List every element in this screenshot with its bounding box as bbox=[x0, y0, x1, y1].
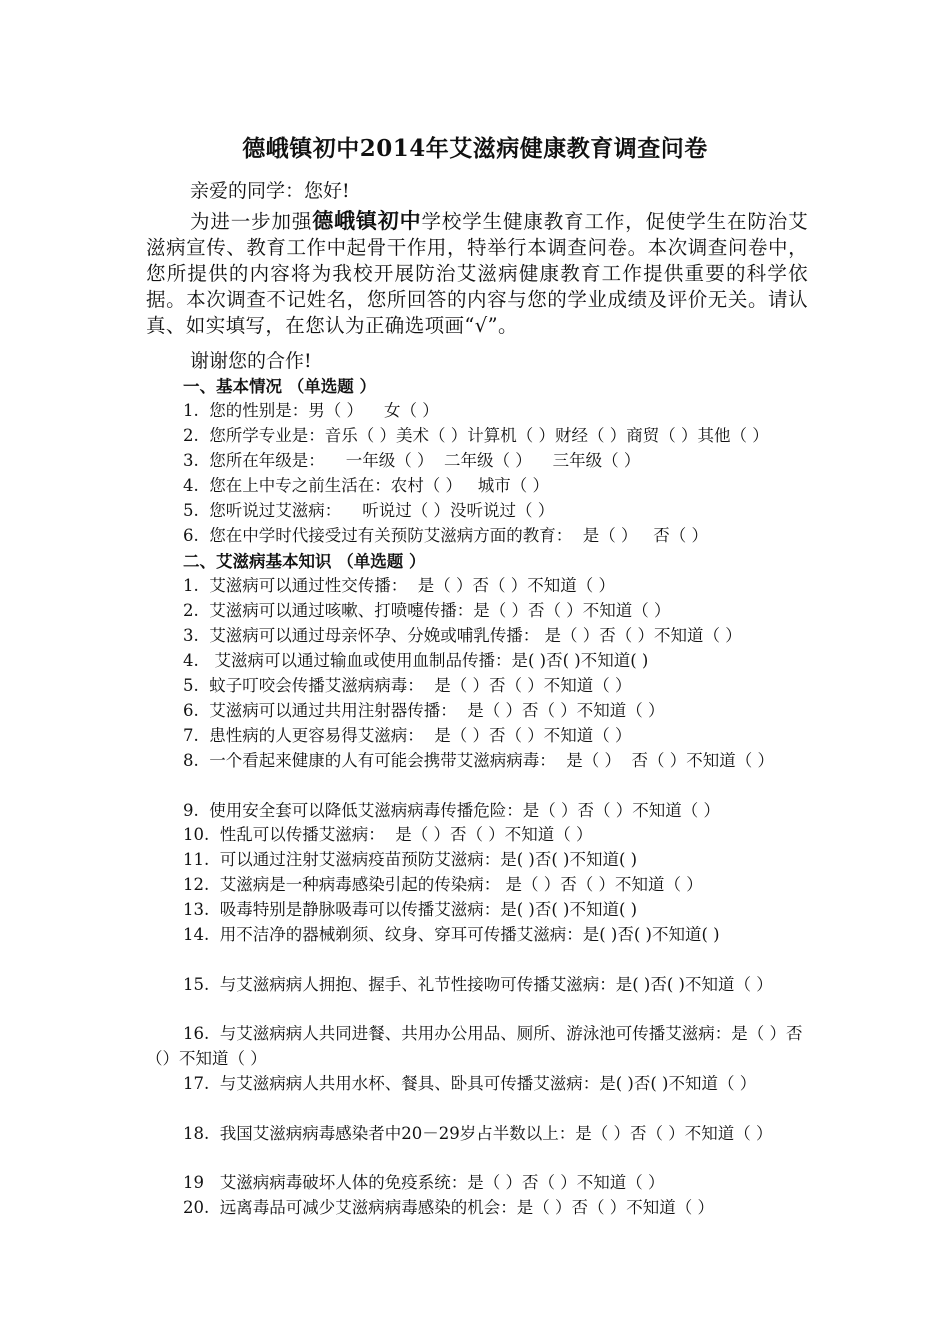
question-item: 10. 性乱可以传播艾滋病： 是（ ）否（ ）不知道（ ） bbox=[183, 825, 593, 844]
question-item: 5. 您听说过艾滋病： 听说过（ ）没听说过（ ） bbox=[183, 501, 555, 520]
question-item: 1. 您的性别是：男（ ） 女（ ） bbox=[183, 401, 439, 420]
section-heading-basic-info: 一、基本情况 （单选题 ） bbox=[183, 377, 376, 396]
question-item: 2. 您所学专业是：音乐（ ）美术（ ）计算机（ ）财经（ ）商贸（ ）其他（ ） bbox=[183, 426, 769, 445]
question-item: 20. 远离毒品可减少艾滋病病毒感染的机会：是（ ）否（ ）不知道（ ） bbox=[183, 1198, 714, 1217]
question-item: 4. 艾滋病可以通过输血或使用血制品传播：是( )否( )不知道( ) bbox=[183, 651, 649, 670]
question-item: 1. 艾滋病可以通过性交传播： 是（ ）否（ ）不知道（ ） bbox=[183, 576, 615, 595]
greeting: 亲爱的同学：您好! bbox=[190, 180, 350, 202]
question-item: 15. 与艾滋病病人拥抱、握手、礼节性接吻可传播艾滋病：是( )否( )不知道（ ） bbox=[183, 975, 773, 994]
question-item: 2. 艾滋病可以通过咳嗽、打喷嚏传播：是（ ）否（ ）不知道（ ） bbox=[183, 601, 671, 620]
question-item: 13. 吸毒特别是静脉吸毒可以传播艾滋病：是( )否( )不知道( ) bbox=[183, 900, 638, 919]
section-heading-aids-knowledge: 二、艾滋病基本知识 （单选题 ） bbox=[183, 552, 426, 571]
thanks-line: 谢谢您的合作! bbox=[190, 350, 312, 372]
question-item: 8. 一个看起来健康的人有可能会携带艾滋病病毒： 是（ ） 否（ ）不知道（ ） bbox=[183, 751, 774, 770]
question-item: 11. 可以通过注射艾滋病疫苗预防艾滋病：是( )否( )不知道( ) bbox=[183, 850, 638, 869]
question-item: 7. 患性病的人更容易得艾滋病： 是（ ）否（ ）不知道（ ） bbox=[183, 726, 632, 745]
question-item: 6. 您在中学时代接受过有关预防艾滋病方面的教育： 是（ ） 否（ ） bbox=[183, 526, 708, 545]
question-item: 9. 使用安全套可以降低艾滋病病毒传播危险：是（ ）否（ ）不知道（ ） bbox=[183, 801, 720, 820]
document-title: 德峨镇初中2014年艾滋病健康教育调查问卷 bbox=[242, 135, 708, 162]
question-item: 6. 艾滋病可以通过共用注射器传播： 是（ ）否（ ）不知道（ ） bbox=[183, 701, 665, 720]
question-item: 12. 艾滋病是一种病毒感染引起的传染病： 是（ ）否（ ）不知道（ ） bbox=[183, 875, 703, 894]
question-item: 19 艾滋病病毒破坏人体的免疫系统：是（ ）否（ ）不知道（ ） bbox=[183, 1173, 665, 1192]
question-item: 18. 我国艾滋病病毒感染者中20－29岁占半数以上：是（ ）否（ ）不知道（ ） bbox=[183, 1124, 773, 1143]
intro-school-name: 德峨镇初中 bbox=[312, 208, 422, 233]
intro-paragraph bbox=[146, 208, 808, 339]
intro-body: 学校学生健康教育工作，促使学生在防治艾滋病宣传、教育工作中起骨干作用，特举行本调查问卷。本次调查问卷中，您所提供的内容将为我校开展防治艾滋病健康教育工作提供重要的科学依据。本次调查不记姓名，您所回答的内容与您的学业成绩及评价无关。请认真、如实填写，在您认为正确选项画“√”。 bbox=[146, 210, 809, 337]
question-item: 14. 用不洁净的器械剃须、纹身、穿耳可传播艾滋病：是( )否( )不知道( ) bbox=[183, 925, 720, 944]
question-item: 3. 艾滋病可以通过母亲怀孕、分娩或哺乳传播： 是（ ）否（ ）不知道（ ） bbox=[183, 626, 742, 645]
question-item: 5. 蚊子叮咬会传播艾滋病病毒： 是（ ）否（ ）不知道（ ） bbox=[183, 676, 632, 695]
question-item: 4. 您在上中专之前生活在：农村（ ） 城市（ ） bbox=[183, 476, 549, 495]
question-item: 16. 与艾滋病病人共同进餐、共用办公用品、厕所、游泳池可传播艾滋病：是（ ）否（）不知道（ ） bbox=[146, 1024, 803, 1068]
question-item: 3. 您所在年级是： 一年级（ ） 二年级（ ） 三年级（ ） bbox=[183, 451, 641, 470]
intro-prefix: 为进一步加强 bbox=[190, 210, 313, 233]
question-item: 17. 与艾滋病病人共用水杯、餐具、卧具可传播艾滋病：是( )否( )不知道（ ） bbox=[183, 1074, 757, 1093]
